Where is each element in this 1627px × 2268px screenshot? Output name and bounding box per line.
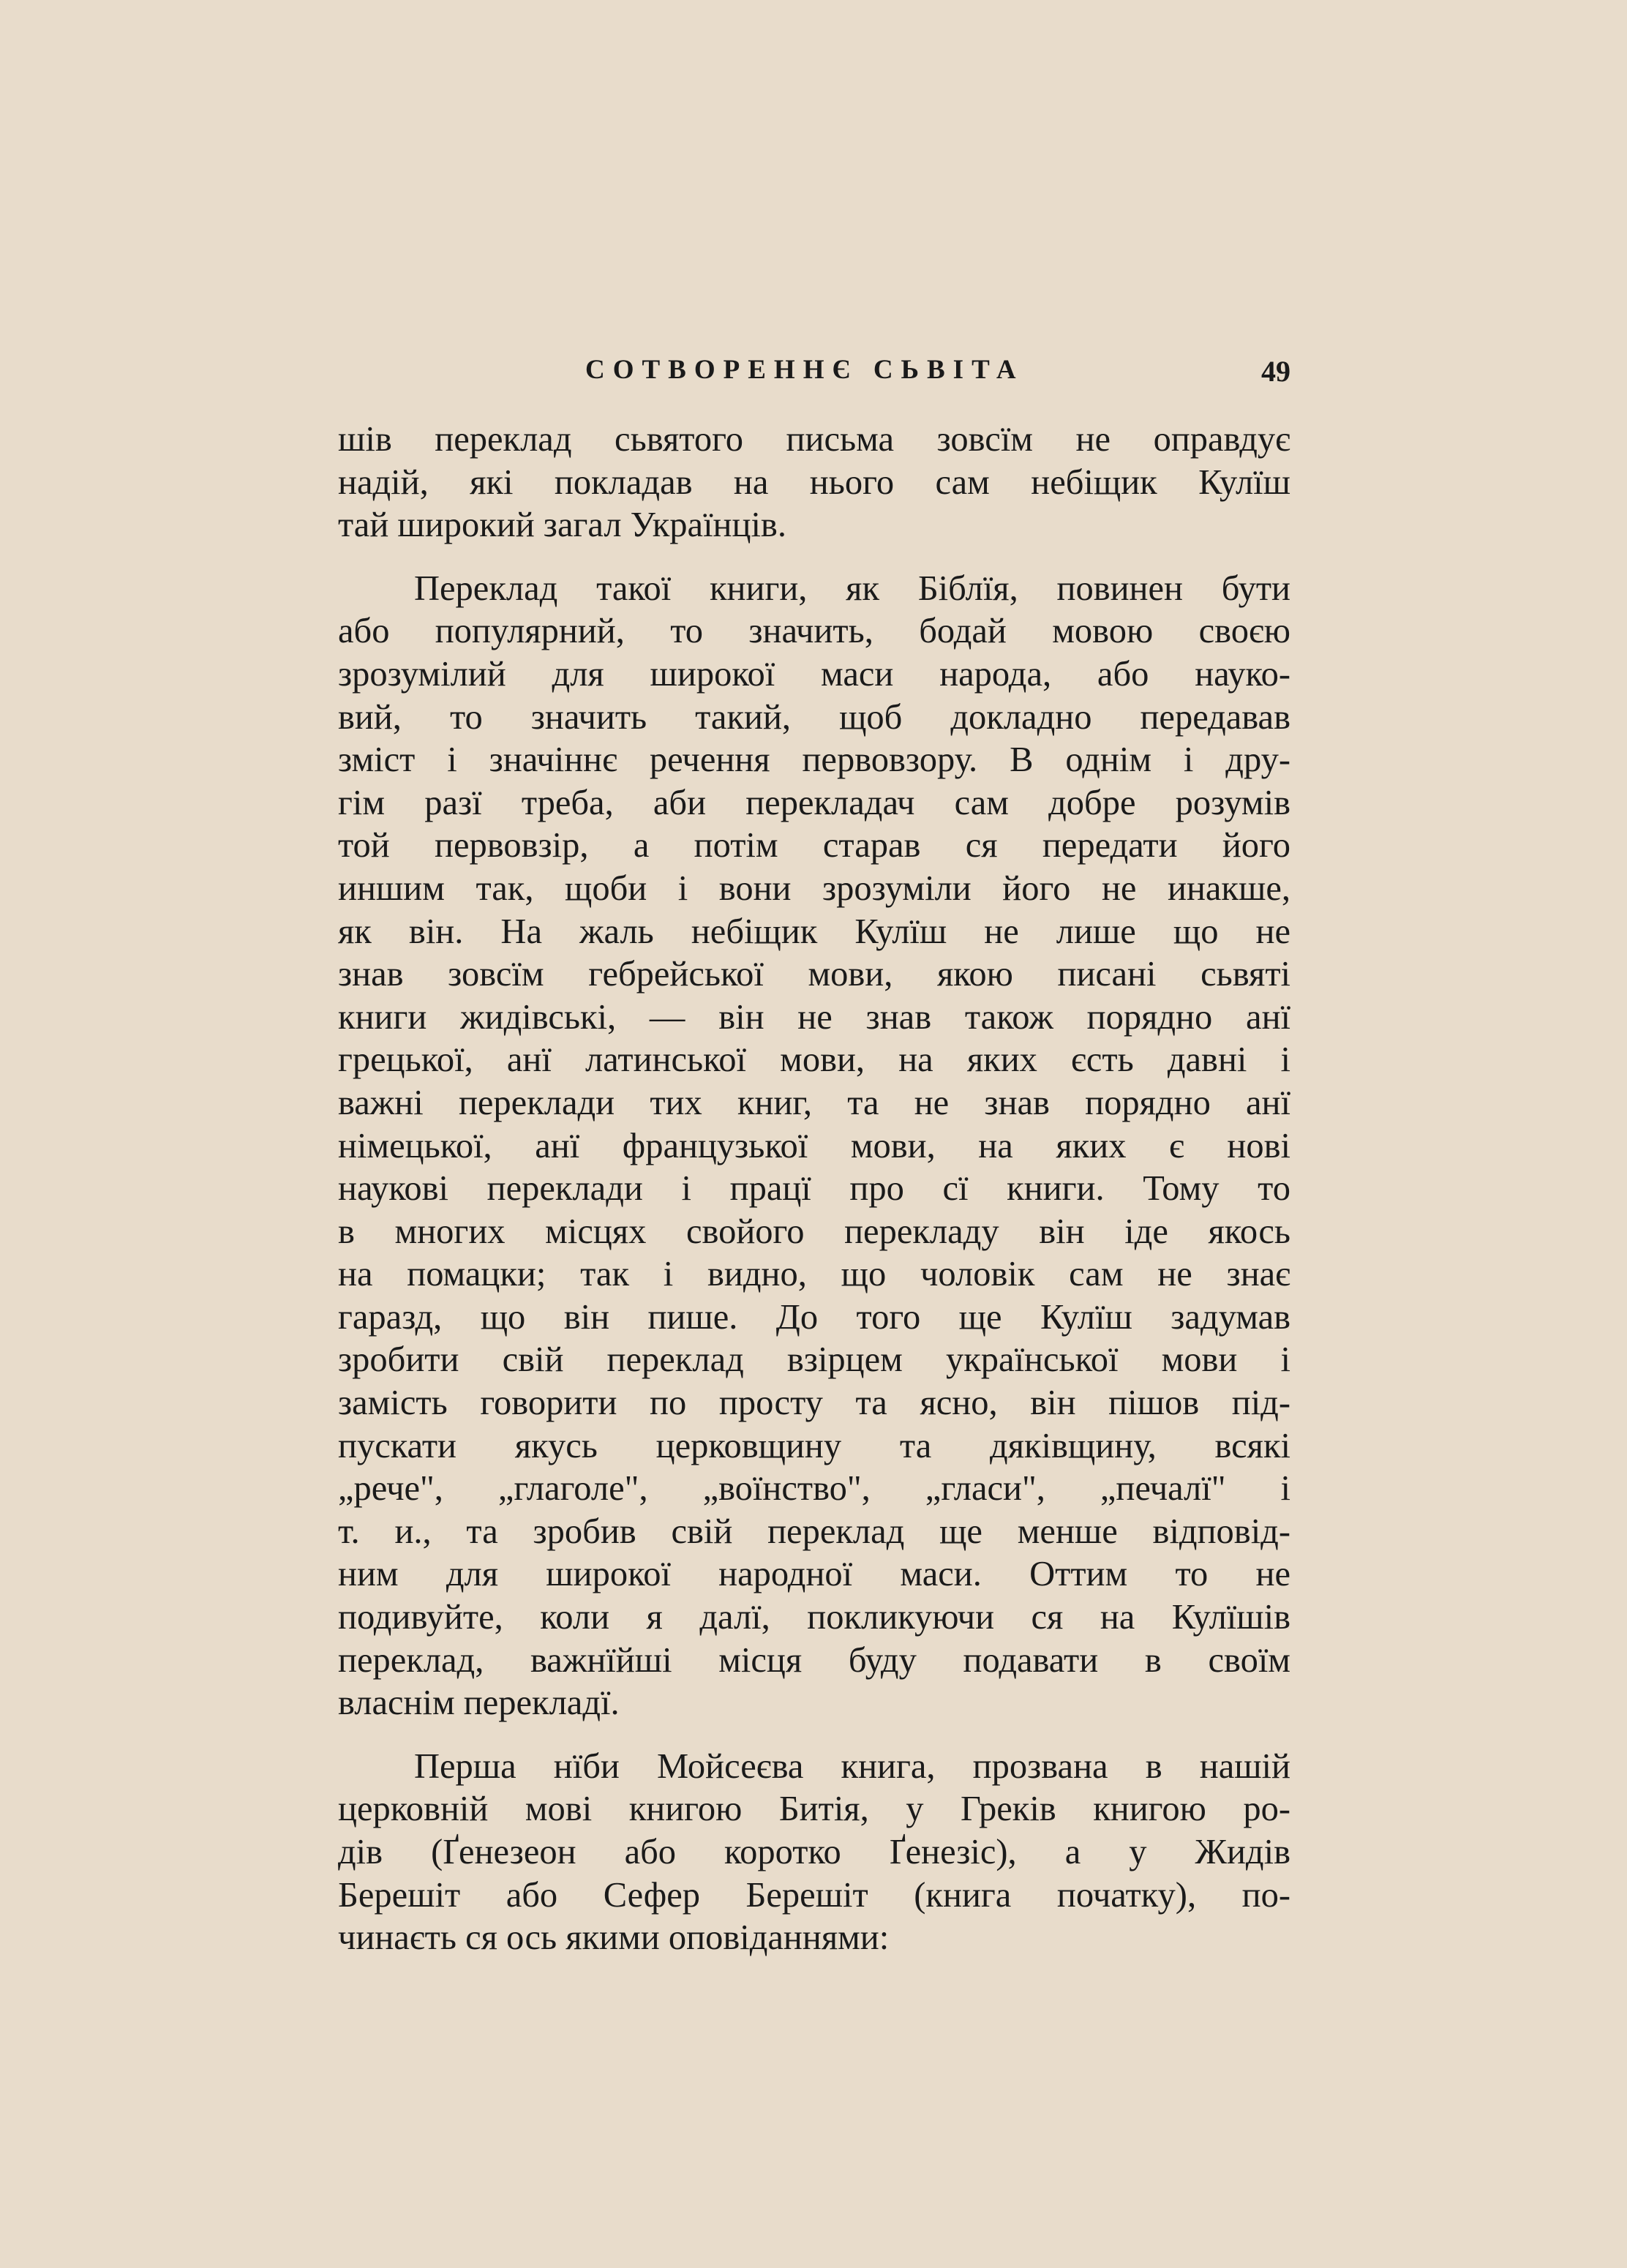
text-line: або популярний, то значить, бодай мовою своєю xyxy=(338,612,1290,651)
text-line: грецької, анї латинської мови, на яких єсть давні і xyxy=(338,1040,1290,1080)
text-line: переклад, важнїйші місця буду подавати в своїм xyxy=(338,1640,1290,1680)
body-text xyxy=(338,418,1290,1960)
text-line: знав зовсїм гебрейської мови, якою писані сьвяті xyxy=(338,955,1290,994)
paragraph xyxy=(338,418,1290,547)
text-line: зміст і значіннє речення первовзору. В однім і дру- xyxy=(338,740,1290,780)
text-line: в многих місцях свойого перекладу він іде якось xyxy=(338,1212,1290,1251)
text-line: т. и., та зробив свій переклад ще менше відповід- xyxy=(338,1512,1290,1551)
text-line: наукові переклади і працї про сї книги. Тому то xyxy=(338,1169,1290,1209)
text-line: дів (Ґенезеон або коротко Ґенезіс), а у Жидів xyxy=(338,1833,1290,1871)
text-line: „рече", „глаголе", „воїнство", „гласи", „печалї" і xyxy=(338,1469,1290,1509)
text-line: гім разї треба, аби перекладач сам добре розумів xyxy=(338,783,1290,822)
text-line: подивуйте, коли я далї, покликуючи ся на Кулїшів xyxy=(338,1598,1290,1637)
text-line: пускати якусь церковщину та дяківщину, всякі xyxy=(338,1426,1290,1465)
text-line: Перша нїби Мойсеєва книга, прозвана в нашій xyxy=(414,1746,1290,1786)
page-number: 49 xyxy=(1261,355,1290,388)
text-line: церковній мові книгою Битія, у Греків книгою ро- xyxy=(338,1790,1290,1829)
text-line: тай широкий загал Українців. xyxy=(338,506,786,545)
text-line: як він. На жаль небіщик Кулїш не лише що не xyxy=(338,912,1290,951)
text-line: на помацки; так і видно, що чоловік сам не знає xyxy=(338,1255,1290,1294)
text-line: власнім перекладї. xyxy=(338,1683,620,1723)
text-line: вий, то значить такий, щоб докладно передавав xyxy=(338,697,1290,737)
text-line: важні переклади тих книг, та не знав порядно анї xyxy=(338,1083,1290,1122)
text-line: зрозумілий для широкої маси народа, або науко- xyxy=(338,654,1290,694)
text-line: німецької, анї французької мови, на яких є нові xyxy=(338,1126,1290,1165)
text-line: зробити свій переклад взірцем української мови і xyxy=(338,1340,1290,1380)
text-line: замість говорити по просту та ясно, він пішов під- xyxy=(338,1383,1290,1423)
text-line: чинаєть ся ось якими оповіданнями: xyxy=(338,1918,890,1958)
running-head: СОТВОРЕННЄ СЬВІТА xyxy=(585,355,1024,385)
text-line: надій, які покладав на нього сам небіщик Кулїш xyxy=(338,462,1290,502)
text-line: гаразд, що він пише. До того ще Кулїш задумав xyxy=(338,1297,1290,1337)
text-line: ним для широкої народної маси. Оттим то не xyxy=(338,1555,1290,1594)
text-line: книги жидівські, — він не знав також порядно анї xyxy=(338,997,1290,1037)
text-line: той первовзір, а потім старав ся передати його xyxy=(338,826,1290,865)
text-line: шів переклад сьвятого письма зовсїм не оправдує xyxy=(338,420,1290,459)
paragraph xyxy=(338,568,1290,1725)
text-line: Переклад такої книги, як Біблїя, повинен бути xyxy=(414,568,1290,608)
text-line: иншим так, щоби і вони зрозуміли його не инакше, xyxy=(338,868,1290,908)
text-line: Берешіт або Сефер Берешіт (книга початку), по- xyxy=(338,1875,1290,1915)
paragraph xyxy=(338,1746,1290,1960)
